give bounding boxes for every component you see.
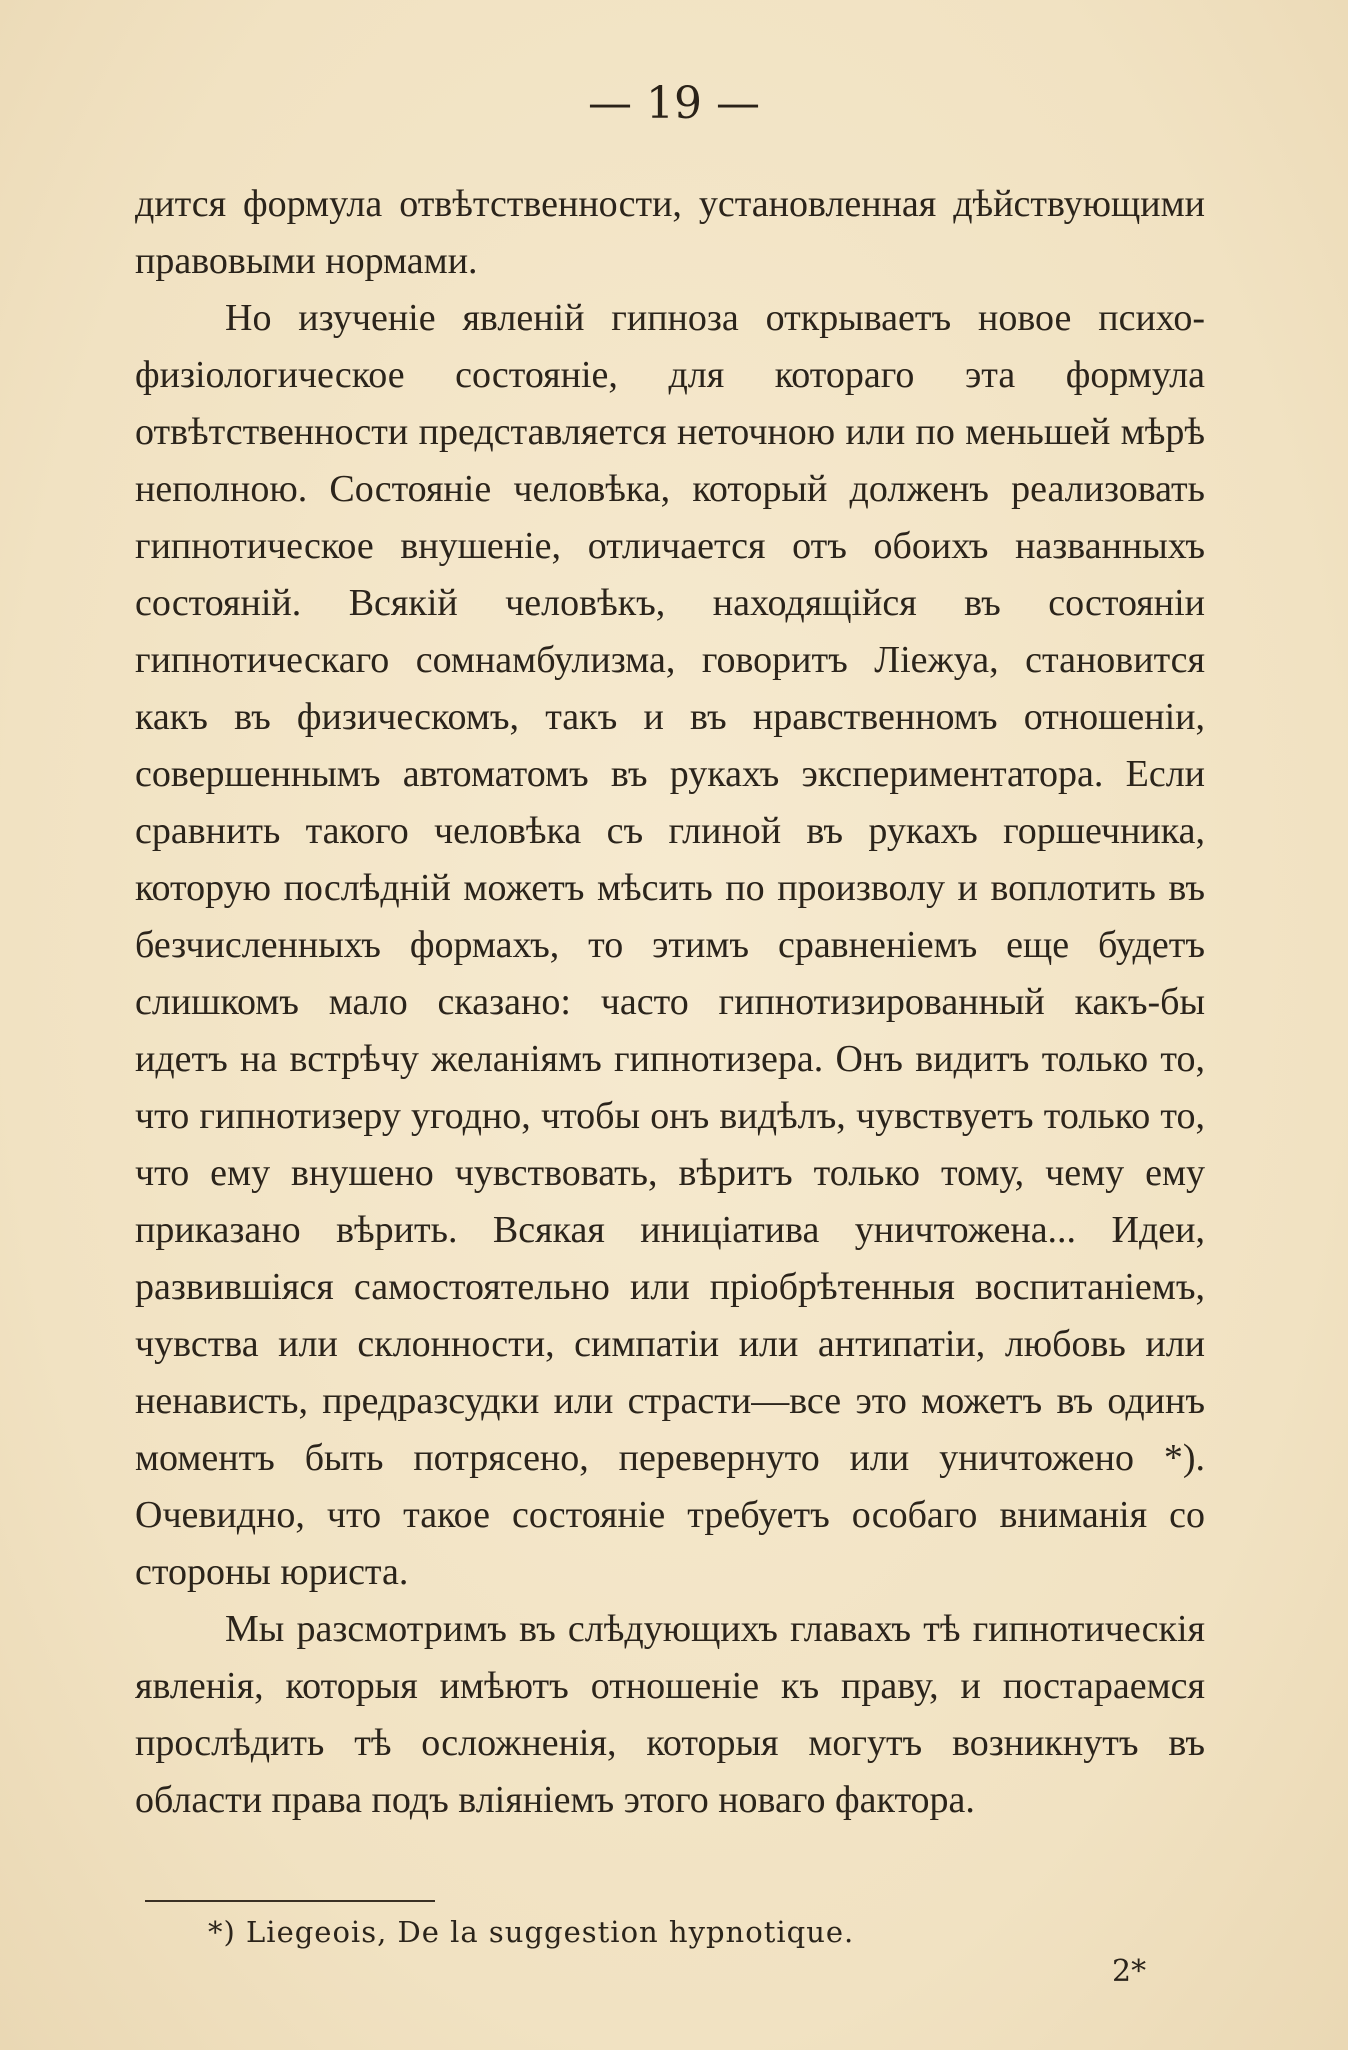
- body-text: [135, 176, 1205, 1829]
- page-number: — 19 —: [588, 78, 760, 129]
- signature-mark: 2*: [1112, 1954, 1147, 1989]
- paragraph-continuation: дится формула отвѣтственности, установленная дѣйствующими правовыми нормами.: [135, 183, 1205, 282]
- paragraph-hypnosis-state: Но изученіе явленій гипноза открываетъ новое психо-физіологическое состояніе, для котораго эта формула отвѣтственности представляется неточною или по меньшей мѣрѣ неполною. Состояніе человѣка, который долженъ реализовать гипнотическое внушеніе, отличается отъ обоихъ названныхъ состояній. Всякій человѣкъ, находящійся въ состояніи гипнотическаго сомнамбулизма, говоритъ Ліежуа, становится какъ въ физическомъ, такъ и въ нравственномъ отношеніи, совершеннымъ автоматомъ въ рукахъ экспериментатора. Если сравнить такого человѣка съ глиной въ рукахъ горшечника, которую послѣдній можетъ мѣсить по произволу и воплотить въ безчисленныхъ формахъ, то этимъ сравненіемъ еще будетъ слишкомъ мало сказано: часто гипнотизированный какъ-бы идетъ на встрѣчу желаніямъ гипнотизера. Онъ видитъ только то, что гипнотизеру угодно, чтобы онъ видѣлъ, чувствуетъ только то, что ему внушено чувствовать, вѣритъ только тому, чему ему приказано вѣрить. Всякая иниціатива уничтожена... Идеи, развившіяся самостоятельно или пріобрѣтенныя воспитаніемъ, чувства или склонности, симпатіи или антипатіи, любовь или ненависть, предразсудки или страсти—все это можетъ въ одинъ моментъ быть потрясено, перевернуто или уничтожено *). Очевидно, что такое состояніе требуетъ особаго вниманія со стороны юриста.: [135, 297, 1205, 1593]
- footnote-rule: [145, 1900, 435, 1902]
- footnote: *) Liegeois, De la suggestion hypnotique.: [208, 1915, 855, 1949]
- paragraph-next-chapters: Мы разсмотримъ въ слѣдующихъ главахъ тѣ гипнотическія явленія, которыя имѣютъ отношеніе къ праву, и постараемся прослѣдить тѣ осложненія, которыя могутъ возникнутъ въ области права подъ вліяніемъ этого новаго фактора.: [135, 1608, 1205, 1821]
